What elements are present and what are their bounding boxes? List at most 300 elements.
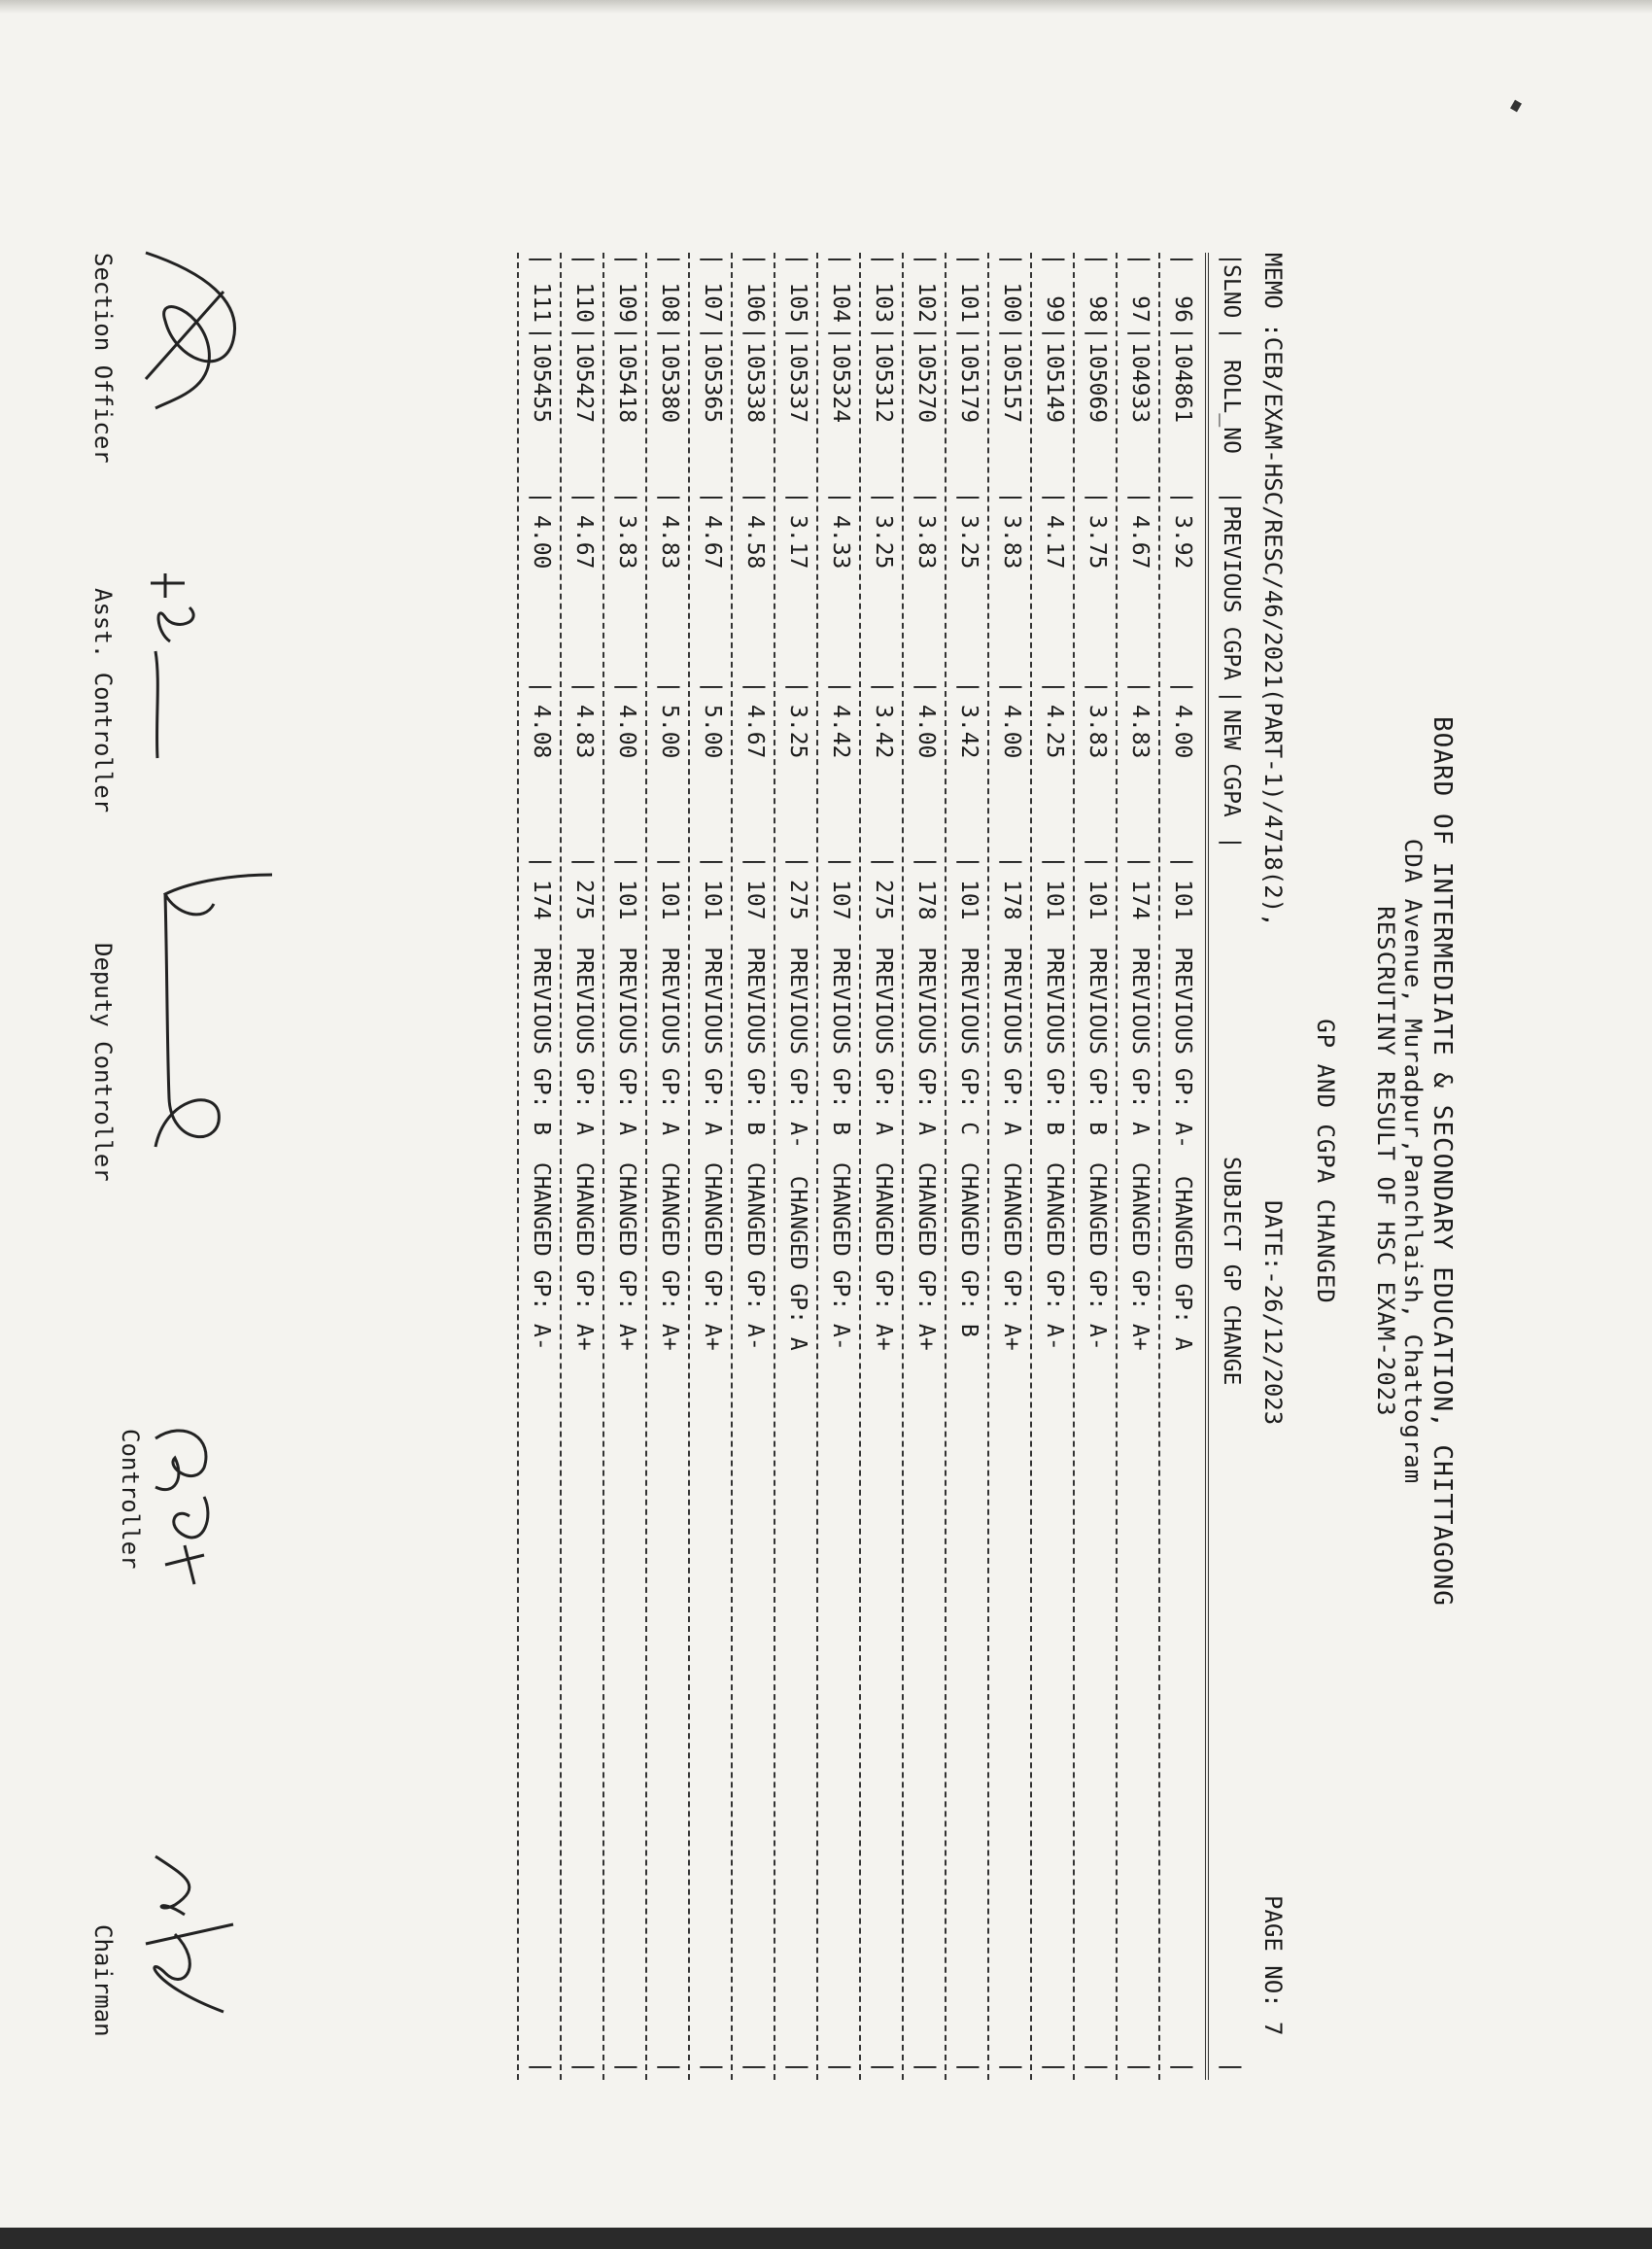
row-divider: | <box>1042 680 1067 694</box>
table-row <box>645 253 690 2080</box>
row-divider: | <box>657 491 682 504</box>
changed-gp-label: CHANGED GP: <box>571 1161 597 1311</box>
previous-gp-label: PREVIOUS GP: <box>529 947 554 1109</box>
header-divider: | <box>1219 327 1244 340</box>
previous-gp-label: PREVIOUS GP: <box>1042 947 1067 1109</box>
previous-cgpa-cell: 3.75 <box>1084 515 1110 570</box>
row-divider: | <box>999 327 1024 340</box>
previous-gp-value: B <box>742 1122 768 1136</box>
subject-change-cell <box>700 880 725 1351</box>
previous-gp-label: PREVIOUS GP: <box>657 947 682 1109</box>
header-roll: ROLL_NO <box>1219 360 1244 454</box>
changed-gp-value: A+ <box>1127 1324 1153 1351</box>
roll-cell: 105069 <box>1084 342 1110 424</box>
slno-cell: 98 <box>1084 295 1110 323</box>
subject-code: 275 <box>871 880 896 920</box>
row-divider: | <box>871 2060 896 2074</box>
subject-code: 174 <box>1127 880 1153 920</box>
previous-gp-value: A- <box>785 1122 810 1149</box>
new-cgpa-cell: 5.00 <box>657 705 682 759</box>
roll-cell: 105380 <box>657 342 682 424</box>
table-row <box>560 253 604 2080</box>
table-row <box>859 253 904 2080</box>
changed-gp-value: A- <box>742 1324 768 1351</box>
previous-gp-value: A <box>614 1122 639 1136</box>
table-row <box>816 253 861 2080</box>
row-divider: | <box>529 327 554 340</box>
row-divider: | <box>614 855 639 869</box>
changed-gp-label: CHANGED GP: <box>1084 1161 1110 1311</box>
row-divider: | <box>614 253 639 266</box>
header-divider: | <box>1219 2060 1244 2074</box>
subject-code: 101 <box>614 880 639 920</box>
previous-gp-label: PREVIOUS GP: <box>785 947 810 1109</box>
result-subtitle: GP AND CGPA CHANGED <box>1312 1019 1339 1304</box>
subject-code: 101 <box>657 880 682 920</box>
changed-gp-label: CHANGED GP: <box>742 1161 768 1311</box>
header-divider: | <box>1219 253 1244 266</box>
row-divider: | <box>700 2060 725 2074</box>
new-cgpa-cell: 3.42 <box>956 705 981 759</box>
subject-code: 101 <box>1042 880 1067 920</box>
row-divider: | <box>785 491 810 504</box>
slno-cell: 110 <box>571 282 597 323</box>
previous-gp-label: PREVIOUS GP: <box>1127 947 1153 1109</box>
controller-label: Controller <box>117 1429 144 1570</box>
row-divider: | <box>742 2060 768 2074</box>
section-officer-label: Section Officer <box>89 253 117 464</box>
row-divider: | <box>785 680 810 694</box>
row-divider: | <box>956 491 981 504</box>
row-divider: | <box>1127 680 1153 694</box>
subject-change-cell <box>742 880 768 1351</box>
board-address: CDA Avenue, Muradpur,Panchlaish, Chattogram <box>1399 838 1427 1485</box>
changed-gp-value: A+ <box>871 1324 896 1351</box>
row-divider: | <box>657 855 682 869</box>
scan-speck <box>1510 100 1522 113</box>
new-cgpa-cell: 3.25 <box>785 705 810 759</box>
roll-cell: 105179 <box>956 342 981 424</box>
new-cgpa-cell: 4.42 <box>828 705 853 759</box>
row-divider: | <box>828 253 853 266</box>
changed-gp-value: A+ <box>999 1324 1024 1351</box>
row-divider: | <box>785 327 810 340</box>
row-divider: | <box>1170 327 1195 340</box>
previous-gp-label: PREVIOUS GP: <box>571 947 597 1109</box>
new-cgpa-cell: 4.00 <box>614 705 639 759</box>
subject-code: 178 <box>913 880 939 920</box>
row-divider: | <box>614 491 639 504</box>
roll-cell: 105418 <box>614 342 639 424</box>
row-divider: | <box>913 253 939 266</box>
previous-cgpa-cell: 4.83 <box>657 515 682 570</box>
row-divider: | <box>571 327 597 340</box>
subject-code: 107 <box>828 880 853 920</box>
asst-controller-label: Asst. Controller <box>89 588 117 813</box>
row-divider: | <box>657 2060 682 2074</box>
row-divider: | <box>913 2060 939 2074</box>
row-divider: | <box>1042 491 1067 504</box>
changed-gp-label: CHANGED GP: <box>1170 1175 1195 1325</box>
table-row <box>731 253 775 2080</box>
row-divider: | <box>614 2060 639 2074</box>
row-divider: | <box>571 2060 597 2074</box>
result-title: RESCRUTINY RESULT OF HSC EXAM-2023 <box>1372 906 1399 1417</box>
changed-gp-label: CHANGED GP: <box>529 1161 554 1311</box>
previous-gp-value: B <box>828 1122 853 1136</box>
row-divider: | <box>657 253 682 266</box>
changed-gp-value: A- <box>529 1324 554 1351</box>
previous-cgpa-cell: 4.17 <box>1042 515 1067 570</box>
subject-change-cell <box>1084 880 1110 1351</box>
roll-cell: 105427 <box>571 342 597 424</box>
row-divider: | <box>871 855 896 869</box>
row-divider: | <box>742 680 768 694</box>
subject-change-cell <box>828 880 853 1351</box>
previous-gp-label: PREVIOUS GP: <box>742 947 768 1109</box>
changed-gp-value: A- <box>1084 1324 1110 1351</box>
table-row <box>902 253 946 2080</box>
changed-gp-value: A+ <box>571 1324 597 1351</box>
row-divider: | <box>571 680 597 694</box>
subject-change-cell <box>1127 880 1153 1351</box>
changed-gp-value: A- <box>1042 1324 1067 1351</box>
previous-cgpa-cell: 4.67 <box>700 515 725 570</box>
row-divider: | <box>1084 491 1110 504</box>
new-cgpa-cell: 3.42 <box>871 705 896 759</box>
subject-change-cell <box>1170 880 1195 1351</box>
row-divider: | <box>742 491 768 504</box>
previous-gp-value: A <box>657 1122 682 1136</box>
changed-gp-label: CHANGED GP: <box>913 1161 939 1311</box>
row-divider: | <box>700 680 725 694</box>
subject-change-cell <box>1042 880 1067 1351</box>
previous-cgpa-cell: 3.92 <box>1170 515 1195 570</box>
row-divider: | <box>1170 491 1195 504</box>
row-divider: | <box>828 327 853 340</box>
row-divider: | <box>956 253 981 266</box>
new-cgpa-cell: 4.00 <box>1170 705 1195 759</box>
board-name: BOARD OF INTERMEDIATE & SECONDARY EDUCATION, CHITTAGONG <box>1428 716 1457 1607</box>
slno-cell: 105 <box>785 282 810 323</box>
previous-cgpa-cell: 4.58 <box>742 515 768 570</box>
subject-code: 101 <box>1170 880 1195 920</box>
previous-cgpa-cell: 3.25 <box>956 515 981 570</box>
header-divider: | <box>1219 491 1244 504</box>
header-subject: SUBJECT GP CHANGE <box>1219 1157 1244 1386</box>
row-divider: | <box>1170 855 1195 869</box>
row-divider: | <box>657 680 682 694</box>
previous-cgpa-cell: 3.83 <box>913 515 939 570</box>
changed-gp-label: CHANGED GP: <box>871 1161 896 1311</box>
row-divider: | <box>742 855 768 869</box>
roll-cell: 105338 <box>742 342 768 424</box>
header-divider: | <box>1219 690 1244 704</box>
row-divider: | <box>700 855 725 869</box>
subject-change-cell <box>529 880 554 1351</box>
chairman-label: Chairman <box>89 1924 117 2037</box>
previous-cgpa-cell: 3.25 <box>871 515 896 570</box>
row-divider: | <box>1170 253 1195 266</box>
previous-cgpa-cell: 3.17 <box>785 515 810 570</box>
row-divider: | <box>571 855 597 869</box>
row-divider: | <box>1127 253 1153 266</box>
row-divider: | <box>1084 253 1110 266</box>
row-divider: | <box>1042 327 1067 340</box>
table-row <box>1116 253 1160 2080</box>
slno-cell: 101 <box>956 282 981 323</box>
scan-edge-top <box>0 0 1652 14</box>
previous-cgpa-cell: 3.83 <box>614 515 639 570</box>
roll-cell: 105149 <box>1042 342 1067 424</box>
row-divider: | <box>571 491 597 504</box>
changed-gp-label: CHANGED GP: <box>785 1175 810 1325</box>
slno-cell: 97 <box>1127 295 1153 323</box>
row-divider: | <box>1170 2060 1195 2074</box>
table-row <box>517 253 562 2080</box>
roll-cell: 105312 <box>871 342 896 424</box>
previous-gp-label: PREVIOUS GP: <box>614 947 639 1109</box>
table-row <box>945 253 989 2080</box>
changed-gp-value: A+ <box>657 1324 682 1351</box>
row-divider: | <box>1127 491 1153 504</box>
row-divider: | <box>1127 327 1153 340</box>
roll-cell: 105157 <box>999 342 1024 424</box>
table-header <box>1205 253 1252 2080</box>
previous-gp-value: A <box>571 1122 597 1136</box>
memo-number: MEMO :CEB/EXAM-HSC/RESC/46/2021(PART-1)/4718(2), <box>1259 253 1287 927</box>
previous-gp-value: C <box>956 1122 981 1136</box>
asst-controller-signature <box>136 564 243 778</box>
changed-gp-label: CHANGED GP: <box>1127 1161 1153 1311</box>
row-divider: | <box>1084 855 1110 869</box>
table-row <box>774 253 818 2080</box>
row-divider: | <box>913 680 939 694</box>
changed-gp-label: CHANGED GP: <box>956 1161 981 1311</box>
row-divider: | <box>785 253 810 266</box>
row-divider: | <box>1042 855 1067 869</box>
roll-cell: 105324 <box>828 342 853 424</box>
new-cgpa-cell: 4.25 <box>1042 705 1067 759</box>
slno-cell: 108 <box>657 282 682 323</box>
changed-gp-label: CHANGED GP: <box>700 1161 725 1311</box>
row-divider: | <box>1127 855 1153 869</box>
subject-change-cell <box>571 880 597 1351</box>
row-divider: | <box>1127 2060 1153 2074</box>
section-officer-signature <box>126 233 262 428</box>
row-divider: | <box>913 491 939 504</box>
slno-cell: 111 <box>529 282 554 323</box>
row-divider: | <box>742 327 768 340</box>
row-divider: | <box>529 855 554 869</box>
previous-gp-label: PREVIOUS GP: <box>871 947 896 1109</box>
changed-gp-value: B <box>956 1324 981 1337</box>
row-divider: | <box>529 253 554 266</box>
new-cgpa-cell: 4.83 <box>571 705 597 759</box>
row-divider: | <box>913 855 939 869</box>
previous-cgpa-cell: 4.67 <box>571 515 597 570</box>
row-divider: | <box>828 680 853 694</box>
roll-cell: 105337 <box>785 342 810 424</box>
memo-date: DATE:-26/12/2023 <box>1259 1200 1287 1426</box>
slno-cell: 106 <box>742 282 768 323</box>
roll-cell: 105270 <box>913 342 939 424</box>
row-divider: | <box>871 680 896 694</box>
previous-gp-label: PREVIOUS GP: <box>700 947 725 1109</box>
row-divider: | <box>785 855 810 869</box>
changed-gp-label: CHANGED GP: <box>657 1161 682 1311</box>
row-divider: | <box>529 491 554 504</box>
table-row <box>688 253 733 2080</box>
subject-code: 275 <box>785 880 810 920</box>
previous-gp-value: A- <box>1170 1122 1195 1149</box>
row-divider: | <box>1084 327 1110 340</box>
subject-code: 101 <box>1084 880 1110 920</box>
previous-gp-label: PREVIOUS GP: <box>828 947 853 1109</box>
changed-gp-value: A <box>785 1336 810 1351</box>
changed-gp-value: A+ <box>614 1324 639 1351</box>
previous-gp-label: PREVIOUS GP: <box>999 947 1024 1109</box>
row-divider: | <box>1084 680 1110 694</box>
slno-cell: 99 <box>1042 295 1067 323</box>
previous-cgpa-cell: 4.67 <box>1127 515 1153 570</box>
new-cgpa-cell: 3.83 <box>1084 705 1110 759</box>
table-row <box>602 253 647 2080</box>
changed-gp-value: A+ <box>913 1324 939 1351</box>
changed-gp-label: CHANGED GP: <box>1042 1161 1067 1311</box>
roll-cell: 105455 <box>529 342 554 424</box>
subject-change-cell <box>871 880 896 1351</box>
row-divider: | <box>956 680 981 694</box>
row-divider: | <box>828 2060 853 2074</box>
header-slno: SLNO <box>1219 264 1244 319</box>
row-divider: | <box>1042 2060 1067 2074</box>
previous-cgpa-cell: 4.00 <box>529 515 554 570</box>
table-row <box>1073 253 1118 2080</box>
changed-gp-label: CHANGED GP: <box>828 1161 853 1311</box>
previous-gp-value: A <box>700 1122 725 1136</box>
deputy-controller-signature <box>126 855 292 1166</box>
header-divider: | <box>1219 836 1244 849</box>
previous-gp-value: B <box>1042 1122 1067 1136</box>
table-row <box>987 253 1032 2080</box>
previous-gp-value: B <box>1084 1122 1110 1136</box>
previous-gp-label: PREVIOUS GP: <box>1170 947 1195 1109</box>
deputy-controller-label: Deputy Controller <box>89 943 117 1182</box>
table-row <box>1158 253 1203 2080</box>
table-row <box>1030 253 1075 2080</box>
row-divider: | <box>956 855 981 869</box>
previous-gp-label: PREVIOUS GP: <box>913 947 939 1109</box>
row-divider: | <box>700 327 725 340</box>
changed-gp-value: A+ <box>700 1324 725 1351</box>
changed-gp-label: CHANGED GP: <box>999 1161 1024 1311</box>
subject-code: 275 <box>571 880 597 920</box>
roll-cell: 105365 <box>700 342 725 424</box>
row-divider: | <box>700 491 725 504</box>
row-divider: | <box>913 327 939 340</box>
header-prev-cgpa: PREVIOUS CGPA <box>1219 505 1244 681</box>
slno-cell: 102 <box>913 282 939 323</box>
row-divider: | <box>529 2060 554 2074</box>
previous-gp-value: A <box>871 1122 896 1136</box>
slno-cell: 96 <box>1170 295 1195 323</box>
previous-gp-label: PREVIOUS GP: <box>956 947 981 1109</box>
row-divider: | <box>657 327 682 340</box>
document-sheet <box>39 175 1458 2148</box>
new-cgpa-cell: 4.00 <box>999 705 1024 759</box>
roll-cell: 104933 <box>1127 342 1153 424</box>
row-divider: | <box>1042 253 1067 266</box>
previous-cgpa-cell: 4.33 <box>828 515 853 570</box>
slno-cell: 109 <box>614 282 639 323</box>
changed-gp-value: A- <box>828 1324 853 1351</box>
row-divider: | <box>785 2060 810 2074</box>
row-divider: | <box>956 2060 981 2074</box>
subject-change-cell <box>785 880 810 1351</box>
slno-cell: 104 <box>828 282 853 323</box>
changed-gp-value: A <box>1170 1336 1195 1351</box>
slno-cell: 107 <box>700 282 725 323</box>
previous-gp-value: A <box>999 1122 1024 1136</box>
roll-cell: 104861 <box>1170 342 1195 424</box>
row-divider: | <box>999 855 1024 869</box>
header-new-cgpa: NEW CGPA <box>1219 709 1244 817</box>
subject-code: 107 <box>742 880 768 920</box>
row-divider: | <box>1084 2060 1110 2074</box>
row-divider: | <box>828 855 853 869</box>
subject-change-cell <box>913 880 939 1351</box>
scan-edge-bottom <box>0 2228 1652 2249</box>
new-cgpa-cell: 5.00 <box>700 705 725 759</box>
subject-change-cell <box>956 880 981 1337</box>
subject-code: 101 <box>956 880 981 920</box>
subject-code: 174 <box>529 880 554 920</box>
previous-gp-value: A <box>1127 1122 1153 1136</box>
changed-gp-label: CHANGED GP: <box>614 1161 639 1311</box>
chairman-signature <box>117 1827 262 2041</box>
slno-cell: 100 <box>999 282 1024 323</box>
row-divider: | <box>871 327 896 340</box>
subject-code: 101 <box>700 880 725 920</box>
page-number: PAGE NO: 7 <box>1259 1895 1287 2036</box>
previous-cgpa-cell: 3.83 <box>999 515 1024 570</box>
new-cgpa-cell: 4.83 <box>1127 705 1153 759</box>
previous-gp-label: PREVIOUS GP: <box>1084 947 1110 1109</box>
row-divider: | <box>529 680 554 694</box>
row-divider: | <box>614 680 639 694</box>
slno-cell: 103 <box>871 282 896 323</box>
row-divider: | <box>999 2060 1024 2074</box>
row-divider: | <box>828 491 853 504</box>
row-divider: | <box>956 327 981 340</box>
subject-change-cell <box>657 880 682 1351</box>
row-divider: | <box>871 491 896 504</box>
new-cgpa-cell: 4.00 <box>913 705 939 759</box>
row-divider: | <box>871 253 896 266</box>
row-divider: | <box>614 327 639 340</box>
new-cgpa-cell: 4.08 <box>529 705 554 759</box>
new-cgpa-cell: 4.67 <box>742 705 768 759</box>
row-divider: | <box>1170 680 1195 694</box>
row-divider: | <box>999 491 1024 504</box>
previous-gp-value: B <box>529 1122 554 1136</box>
subject-change-cell <box>999 880 1024 1351</box>
previous-gp-value: A <box>913 1122 939 1136</box>
row-divider: | <box>571 253 597 266</box>
row-divider: | <box>700 253 725 266</box>
subject-change-cell <box>614 880 639 1351</box>
